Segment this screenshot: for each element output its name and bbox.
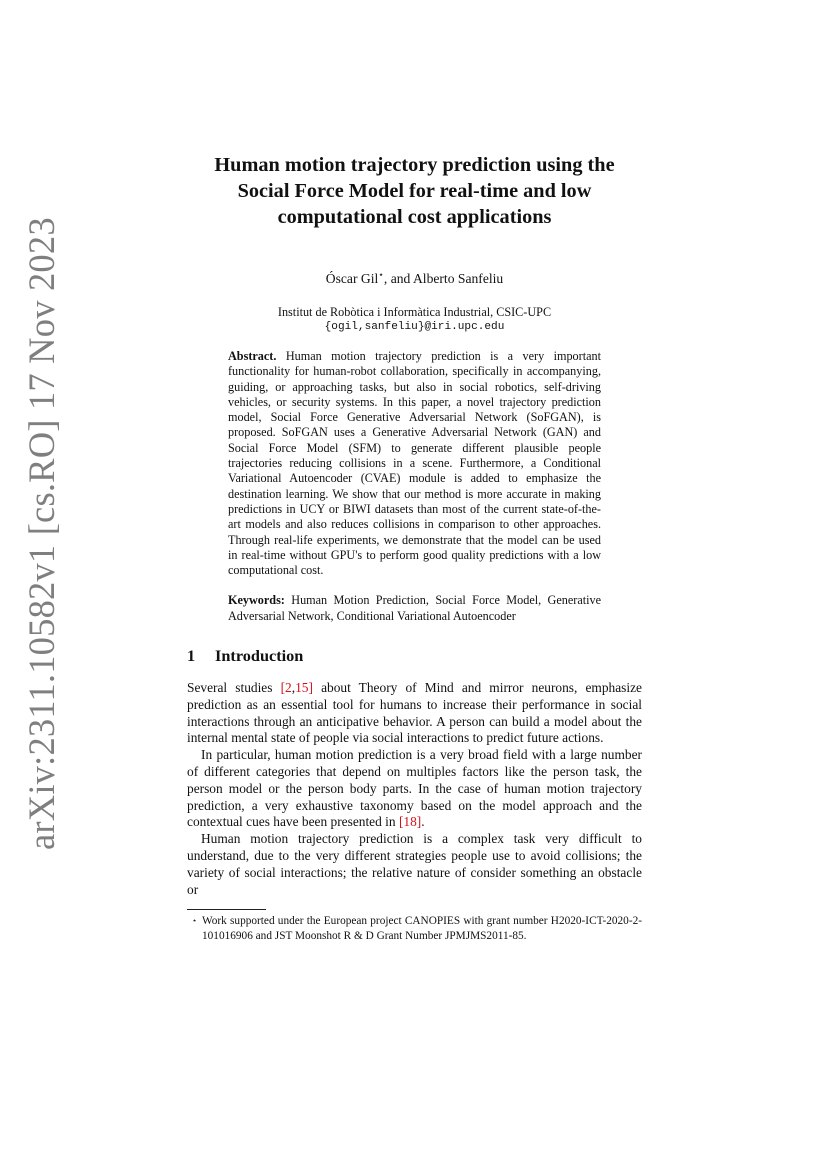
paragraph-1-text-b: about Theory of Mind and mirror neurons, emphasize prediction as an essential tool for humans to increase their performance in social interactions through an anticipative behavior. A person can build a model about the internal mental state of people via social interactions to predict future actions. xyxy=(187,680,642,746)
paper-title: Human motion trajectory prediction using the Social Force Model for real-time and low computational cost applications xyxy=(214,154,615,228)
citation-link-18[interactable]: [18] xyxy=(398,814,422,830)
paragraph-2-text-a: In particular, human motion prediction is a very broad field with a large number of different categories that depend on multiples factors like the person task, the person model or the person body parts. In the case of human motion trajectory prediction, a very exhaustive taxonomy based on the model approach and the contextual cues have been presented in xyxy=(187,747,642,830)
section-title: Introduction xyxy=(215,646,304,666)
author-line xyxy=(187,270,642,288)
citation-separator: , xyxy=(291,680,296,696)
paragraph-3: Human motion trajectory prediction is a complex task very difficult to understand, due to the very different strategies people use to avoid collisions; the variety of social interactions; the relative nature of consider something an obstacle or xyxy=(187,831,642,897)
paper-page xyxy=(187,152,642,943)
footnote-text: Work supported under the European project CANOPIES with grant number H2020-ICT-2020-2-101016906 and JST Moonshot R & D Grant Number JPMJMS2011-85. xyxy=(202,915,642,942)
paragraph-1-text-a: Several studies xyxy=(187,680,281,696)
paragraph-2-text-b: . xyxy=(421,814,425,830)
author-names-first: Óscar Gil xyxy=(325,271,379,286)
paragraph-2 xyxy=(187,747,642,831)
abstract xyxy=(228,349,601,578)
footnote-marker: ⋆ xyxy=(191,916,197,926)
introduction-body xyxy=(187,680,642,898)
paragraph-1 xyxy=(187,680,642,747)
author-names-rest: , and Alberto Sanfeliu xyxy=(383,271,504,286)
section-number: 1 xyxy=(187,646,196,666)
author-email[interactable]: {ogil,sanfeliu}@iri.upc.edu xyxy=(324,321,505,333)
footnote-divider xyxy=(187,909,266,910)
abstract-text: Human motion trajectory prediction is a very important functionality for human-robot collaboration, specifically in accompanying, guiding, or approaching tasks, but also in social robotics, self-driving vehicles, or security systems. In this paper, a novel trajectory prediction model, Social Force Generative Adversarial Network (SoFGAN), is proposed. SoFGAN uses a Generative Adversarial Network (GAN) and Social Force Model (SFM) to generate different plausible people trajectories reducing collisions in a scene. Furthermore, a Conditional Variational Autoencoder (CVAE) module is added to emphasize the destination learning. We show that our method is more accurate in making predictions in UCY or BIWI datasets than most of the current state-of-the-art models and also reduces collisions in comparison to other approaches. Through real-life experiments, we demonstrate that the model can be used in real-time without GPU's to perform good quality predictions with a low computational cost. xyxy=(228,349,601,578)
keywords xyxy=(228,593,601,624)
keywords-text: Human Motion Prediction, Social Force Model, Generative Adversarial Network, Conditional Variational Autoencoder xyxy=(228,593,602,623)
keywords-heading: Keywords: xyxy=(228,593,285,608)
citation-link-15[interactable]: 15] xyxy=(295,680,313,696)
abstract-heading: Abstract. xyxy=(228,349,277,363)
footnote xyxy=(187,914,642,943)
author-footnote-marker[interactable]: ⋆ xyxy=(378,269,384,280)
affiliation: Institut de Robòtica i Informàtica Industrial, CSIC-UPC xyxy=(277,305,552,319)
section-heading-introduction xyxy=(187,646,642,666)
arxiv-identifier-stamp: arXiv:2311.10582v1 [cs.RO] 17 Nov 2023 xyxy=(21,217,62,850)
citation-link-2[interactable]: [2 xyxy=(280,680,292,696)
